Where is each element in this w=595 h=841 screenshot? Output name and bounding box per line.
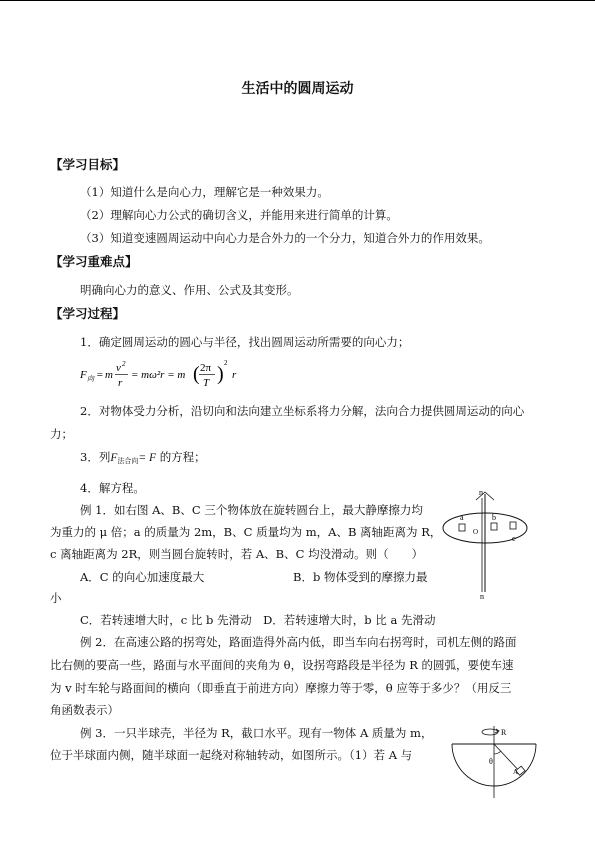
formula-twopi: 2π — [200, 362, 212, 374]
example1-option-b: B．b 物体受到的摩擦力最 — [293, 570, 428, 584]
goal-item: （3）知道变速圆周运动中向心力是合外力的一个分力，知道合外力的作用效果。 — [80, 231, 490, 245]
fig1-label-c: c — [512, 534, 516, 543]
formula-m: m — [105, 369, 113, 381]
svg-text:2: 2 — [122, 360, 126, 368]
formula-sq: 2 — [224, 359, 228, 367]
goal-item: （1）知道什么是向心力，理解它是一种效果力。 — [80, 185, 329, 199]
keypoint-text: 明确向心力的意义、作用、公式及其变形。 — [80, 283, 299, 297]
formula-r: r — [118, 377, 123, 389]
turntable-figure — [440, 488, 540, 600]
fig2-label-A: A — [513, 768, 519, 776]
svg-text:=: = — [96, 369, 104, 381]
formula-v: v — [116, 362, 121, 374]
step-2-cont: 力； — [50, 427, 73, 441]
fig1-n-top: n — [479, 488, 483, 497]
fig1-n-bottom: n — [480, 592, 484, 600]
section-keypoints-heading: 【学习重难点】 — [50, 254, 138, 269]
formula-T: T — [203, 377, 210, 389]
example1-option-b-cont: 小 — [50, 591, 62, 605]
example1-line: c 离轴距离为 2R，则当圆台旋转时，若 A、B、C 均没滑动。则（ ） — [50, 547, 424, 561]
formula-sub: 向 — [87, 375, 94, 383]
example1-options-cd: C．若转速增大时，c 比 b 先滑动 D．若转速增大时，b 比 a 先滑动 — [80, 613, 436, 627]
step-1: 1．确定圆周运动的圆心与半径，找出圆周运动所需要的向心力； — [80, 335, 410, 349]
centripetal-force-formula — [80, 356, 260, 392]
formula-r2: r — [232, 369, 237, 381]
step-2: 2．对物体受力分析，沿切向和法向建立坐标系将力分解，法向合力提供圆周运动的向心 — [80, 404, 525, 418]
svg-text:(: ( — [193, 363, 200, 385]
fig2-label-theta: θ — [489, 757, 493, 766]
svg-text:): ) — [217, 363, 224, 385]
top-rule — [0, 0, 595, 1]
page-title: 生活中的圆周运动 — [241, 81, 354, 97]
example1-line: 例 1．如右图 A、B、C 三个物体放在旋转圆台上，最大静摩擦力均 — [80, 503, 423, 517]
fig1-label-b: b — [492, 513, 496, 522]
example3-line: 位于半球面内侧，随半球面一起绕对称轴转动，如图所示。（1）若 A 与 — [50, 748, 413, 762]
formula-F: F — [80, 369, 87, 381]
goal-item: （2）理解向心力公式的确切含义，并能用来进行简单的计算。 — [80, 208, 398, 222]
step-3: 3．列F法合向= F 的方程； — [80, 450, 206, 465]
hemisphere-figure — [448, 724, 544, 800]
example1-line: 为重力的 μ 倍；a 的质量为 2m，B、C 质量均为 m，A、B 离轴距离为 R， — [50, 525, 442, 539]
example3-line: 例 3．一只半球壳，半径为 R，截口水平。现有一物体 A 质量为 m， — [80, 726, 433, 740]
section-goals-heading: 【学习目标】 — [50, 157, 126, 172]
example2-line: 比右侧的要高一些，路面与水平面间的夹角为 θ，设拐弯路段是半径为 R 的圆弧，要使车速 — [50, 658, 514, 672]
step-4: 4．解方程。 — [80, 481, 145, 495]
example1-option-a: A．C 的向心加速度最大 — [80, 570, 205, 584]
example2-line: 为 v 时车轮与路面间的横向（即垂直于前进方向）摩擦力等于零，θ 应等于多少？（用反三 — [50, 681, 512, 695]
fig2-label-R: R — [501, 728, 507, 737]
example2-line: 例 2．在高速公路的拐弯处，路面造得外高内低，即当车向右拐弯时，司机左侧的路面 — [80, 635, 517, 649]
fig1-label-a: a — [460, 513, 464, 522]
fig1-label-o: O — [473, 528, 479, 536]
example2-line: 角函数表示） — [50, 703, 119, 717]
formula-rest: = mω²r = m — [131, 369, 186, 381]
section-process-heading: 【学习过程】 — [50, 306, 126, 321]
